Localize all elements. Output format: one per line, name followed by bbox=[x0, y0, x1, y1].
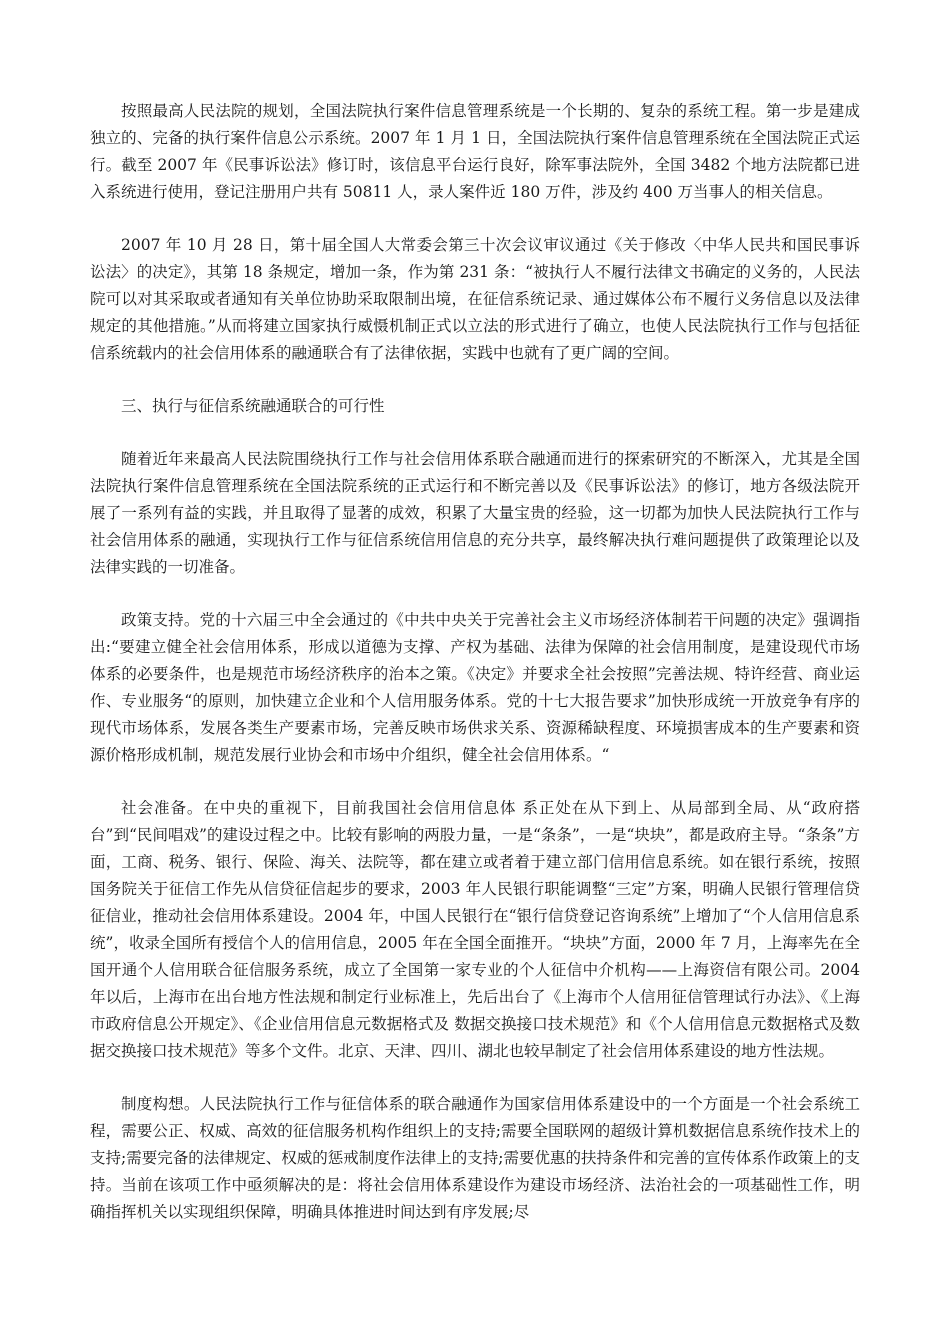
paragraph-system-plan: 按照最高人民法院的规划，全国法院执行案件信息管理系统是一个长期的、复杂的系统工程。第一步是建成独立的、完备的执行案件信息公示系统。2007 年 1 月 1 日，全国法院执行案件信息管理系统在全国法院正式运行。截至 2007 年《民事诉讼法》修订时，该信息平台运行良好，除军事法院外，全国 3482 个地方法院都已进入系统进行使用，登记注册用户共有 50811 人，录人案件近 180 万件，涉及约 400 万当事人的相关信息。 bbox=[90, 102, 860, 201]
section-heading: 三、执行与征信系统融通联合的可行性 bbox=[121, 397, 385, 415]
paragraph-social-preparation: 社会准备。在中央的重视下，目前我国社会信用信息体 系正处在从下到上、从局部到全局、从“政府搭台”到“民间唱戏”的建设过程之中。比较有影响的两股力量，一是“条条”，一是“块块”，都是政府主导。“条条”方面，工商、税务、银行、保险、海关、法院等，都在建立或者着于建立部门信用信息系统。如在银行系统，按照国务院关于征信工作先从信贷征信起步的要求，2003 年人民银行职能调整“三定”方案，明确人民银行管理信贷征信业，推动社会信用体系建设。2004 年，中国人民银行在“银行信贷登记咨询系统”上增加了“个人信用信息系统”，收录全国所有授信个人的信用信息，2005 年在全国全面推开。“块块”方面，2000 年 7 月，上海率先在全国开通个人信用联合征信服务系统，成立了全国第一家专业的个人征信中介机构——上海资信有限公司。2004 年以后，上海市在出台地方性法规和制定行业标准上，先后出台了《上海市个人信用征信管理试行办法》、《上海市政府信息公开规定》、《企业信用信息元数据格式及 数据交换接口技术规范》和《个人信用信息元数据格式及数据交换接口技术规范》等多个文件。北京、天津、四川、湖北也较早制定了社会信用体系建设的地方性法规。 bbox=[90, 799, 860, 1060]
paragraph-law-amendment: 2007 年 10 月 28 日，第十届全国人大常委会第三十次会议审议通过《关于修改〈中华人民共和国民事诉讼法〉的决定》，其第 18 条规定，增加一条，作为第 231 条：“被执行人不履行法律文书确定的义务的，人民法院可以对其采取或者通知有关单位协助采取限制出境，在征信系统记录、通过媒体公布不履行义务信息以及法律规定的其他措施。”从而将建立国家执行威慑机制正式以立法的形式进行了确立，也使人民法院执行工作与包括征信系统载内的社会信用体系的融通联合有了法律依据，实践中也就有了更广阔的空间。 bbox=[90, 236, 860, 362]
paragraph-policy-support: 政策支持。党的十六届三中全会通过的《中共中央关于完善社会主义市场经济体制若干问题的决定》强调指出:“要建立健全社会信用体系，形成以道德为支撑、产权为基础、法律为保障的社会信用制度，是建设现代市场体系的必要条件，也是规范市场经济秩序的治本之策。《决定》并要求全社会按照”完善法规、特许经营、商业运作、专业服务“的原则，加快建立企业和个人信用服务体系。党的十七大报告要求”加快形成统一开放竞争有序的现代市场体系，发展各类生产要素市场，完善反映市场供求关系、资源稀缺程度、环境损害成本的生产要素和资源价格形成机制，规范发展行业协会和市场中介组织，健全社会信用体系。“ bbox=[90, 611, 860, 764]
paragraph-feasibility: 随着近年来最高人民法院围绕执行工作与社会信用体系联合融通而进行的探索研究的不断深入，尤其是全国法院执行案件信息管理系统在全国法院系统的正式运行和不断完善以及《民事诉讼法》的修订，地方各级法院开展了一系列有益的实践，并且取得了显著的成效，积累了大量宝贵的经验，这一切都为加快人民法院执行工作与社会信用体系的融通，实现执行工作与征信系统信用信息的充分共享，最终解决执行难问题提供了政策理论以及法律实践的一切准备。 bbox=[90, 450, 860, 576]
document-body bbox=[90, 98, 860, 1252]
paragraph-institutional-concept: 制度构想。人民法院执行工作与征信体系的联合融通作为国家信用体系建设中的一个方面是一个社会系统工程，需要公正、权威、高效的征信服务机构作组织上的支持;需要全国联网的超级计算机数据信息系统作技术上的支持;需要完备的法律规定、权威的惩戒制度作法律上的支持;需要优惠的扶持条件和完善的宣传体系作政策上的支持。当前在该项工作中亟须解决的是：将社会信用体系建设作为建设市场经济、法治社会的一项基础性工作，明确指挥机关以实现组织保障，明确具体推进时间达到有序发展;尽 bbox=[90, 1095, 860, 1221]
